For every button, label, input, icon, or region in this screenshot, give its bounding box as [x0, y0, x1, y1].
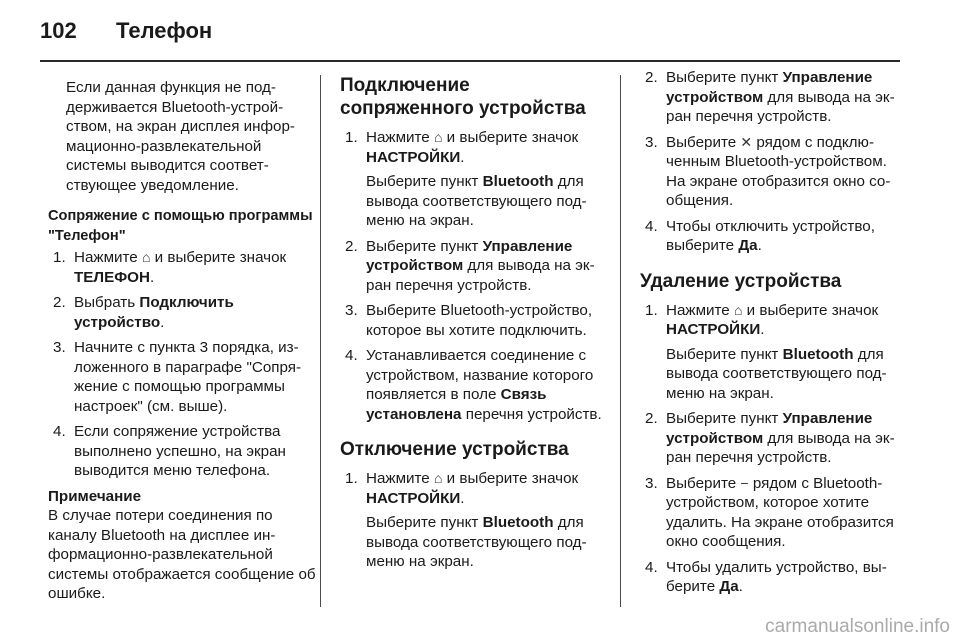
step-text: Если сопряжение устройства выполнено успешно, на экран выводится меню телефона. — [74, 423, 286, 479]
list-item — [640, 217, 905, 256]
menu-label: Bluetooth — [782, 345, 854, 363]
step-text-part: для вывода на экран перечня устройств. — [666, 429, 895, 466]
list-item — [48, 248, 318, 287]
step-number: 2. — [345, 237, 358, 255]
step-text-part: и выберите значок — [446, 129, 579, 146]
step-text-part: Выберите — [666, 133, 737, 151]
column-divider — [320, 75, 321, 607]
list-item — [340, 301, 605, 340]
step-text: Начните с пункта 3 порядка, изложенного в параграфе "Сопряжение с помощью программы настроек" (см. выше). — [74, 339, 302, 415]
step-text — [74, 293, 318, 332]
intro-paragraph: Если данная функция не поддерживается Bluetooth-устройством, на экран дисплея информационно-развлекательной системы выводится соответствующее уведомление. — [66, 79, 295, 194]
step-text-part: рядом с Bluetooth-устройством, которое хотите удалить. На экране отобразится окно сообщения. — [666, 474, 894, 550]
list-item — [48, 293, 318, 332]
step-number: 1. — [345, 129, 358, 146]
menu-label: НАСТРОЙКИ — [366, 489, 461, 507]
step-text-part: Выберите пункт — [666, 345, 779, 363]
step-text-part: для вывода соответствующего подменю на экран. — [666, 345, 887, 402]
list-item — [48, 338, 318, 416]
step-text-part: Устанавливается соединение с устройством, название которого появляется в поле — [366, 347, 594, 403]
step-text — [666, 133, 905, 211]
minus-icon: − — [740, 474, 749, 491]
step-text — [666, 474, 905, 552]
list-item — [640, 68, 905, 127]
column-left — [48, 68, 318, 604]
home-icon: ⌂ — [433, 129, 443, 145]
menu-label: Да — [719, 578, 739, 595]
menu-label: Подключить устройство — [74, 294, 234, 331]
step-text-part: и выберите значок — [446, 470, 579, 487]
step-text-part: Чтобы отключить устройство, выберите — [666, 217, 875, 254]
column-right — [640, 68, 905, 603]
note-heading: Примечание — [48, 487, 142, 505]
list-item — [640, 409, 905, 468]
menu-label: Управление устройством — [366, 237, 573, 274]
step-number: 2. — [53, 294, 66, 311]
step-number: 4. — [645, 558, 658, 576]
step-number: 1. — [645, 301, 658, 319]
step-text-part: Выберите пункт — [666, 69, 779, 86]
disconnect-steps-cont — [640, 68, 905, 256]
list-item — [340, 128, 605, 231]
step-text — [666, 409, 905, 468]
step-text-part: Выберите пункт — [666, 410, 779, 427]
step-extra-text — [366, 513, 605, 572]
x-icon: ✕ — [740, 133, 753, 150]
step-text — [666, 301, 905, 340]
step-number: 4. — [645, 217, 658, 235]
step-text-part: Чтобы удалить устройство, выберите — [666, 558, 887, 595]
page-number: 102 — [40, 18, 77, 43]
step-number: 3. — [645, 474, 658, 492]
step-number: 1. — [53, 249, 66, 266]
step-text-part: Нажмите — [74, 249, 138, 266]
step-text — [366, 346, 605, 424]
step-text-part: . — [760, 321, 765, 338]
step-text-part: Выбрать — [74, 294, 136, 311]
list-item — [640, 558, 905, 597]
step-text — [366, 128, 605, 167]
step-text — [666, 217, 905, 256]
menu-label: Bluetooth — [482, 514, 554, 531]
menu-label: Управление устройством — [666, 69, 873, 106]
disconnect-steps-start — [340, 469, 605, 572]
step-extra-text — [366, 172, 605, 231]
menu-label: НАСТРОЙКИ — [366, 148, 461, 166]
step-text-part: . — [460, 148, 465, 166]
disconnect-heading: Отключение устройства — [340, 439, 569, 460]
step-text — [366, 237, 605, 296]
menu-label: НАСТРОЙКИ — [666, 321, 761, 338]
step-text-part: для вывода соответствующего подменю на экран. — [366, 173, 587, 229]
step-text-part: Выберите пункт — [366, 237, 479, 255]
step-text-part: . — [738, 578, 743, 595]
step-text-part: и выберите значок — [154, 249, 287, 266]
step-text — [666, 68, 905, 127]
step-text-part: для вывода соответствующего подменю на экран. — [366, 514, 587, 570]
menu-label: Да — [738, 237, 758, 254]
menu-label: Связь установлена — [366, 386, 547, 423]
step-text-part: Нажмите — [666, 301, 730, 319]
pairing-steps — [48, 248, 318, 481]
menu-label: ТЕЛЕФОН — [74, 268, 150, 286]
connect-heading: Подключение сопряженного устройства — [340, 75, 586, 119]
menu-label: Bluetooth — [482, 173, 554, 190]
step-number: 1. — [345, 470, 358, 487]
delete-steps — [640, 301, 905, 597]
step-text-part: Нажмите — [366, 129, 430, 146]
step-number: 3. — [345, 302, 358, 319]
step-number: 2. — [645, 410, 658, 427]
step-text-part: . — [757, 237, 762, 254]
step-text-part: для вывода на экран перечня устройств. — [666, 88, 895, 125]
list-item — [48, 422, 318, 481]
step-number: 3. — [645, 133, 658, 151]
column-middle — [340, 68, 605, 578]
list-item — [340, 237, 605, 296]
step-text-part: и выберите значок — [746, 301, 879, 319]
list-item — [640, 133, 905, 211]
step-number: 2. — [645, 69, 658, 86]
step-number: 4. — [53, 423, 66, 440]
step-text-part: Выберите пункт — [366, 173, 479, 190]
step-text-part: Нажмите — [366, 470, 430, 487]
step-text-part: рядом с подключенным Bluetooth-устройством. На экране отобразится окно сообщения. — [666, 133, 891, 209]
home-icon: ⌂ — [141, 249, 151, 265]
step-number: 4. — [345, 347, 358, 364]
list-item — [340, 346, 605, 424]
step-text-part: перечня устройств. — [465, 405, 602, 423]
step-text-part: . — [149, 268, 155, 286]
list-item — [340, 469, 605, 572]
list-item — [640, 474, 905, 552]
menu-label: Управление устройством — [666, 410, 873, 447]
step-text — [74, 248, 318, 287]
step-text-part: Выберите — [666, 474, 737, 492]
home-icon: ⌂ — [433, 470, 443, 486]
pairing-heading: Сопряжение с помощью программы "Телефон" — [48, 208, 313, 244]
delete-heading: Удаление устройства — [640, 270, 842, 292]
column-divider — [620, 75, 621, 607]
step-text-part: . — [460, 489, 465, 507]
home-icon: ⌂ — [733, 301, 743, 318]
step-text — [666, 558, 905, 597]
note-text: В случае потери соединения по каналу Bluetooth на дисплее информационно-развлекательной системы отображается сообщение об ошибке. — [48, 507, 316, 602]
step-text-part: для вывода на экран перечня устройств. — [366, 257, 595, 294]
step-text-part: . — [160, 313, 165, 331]
list-item — [640, 301, 905, 404]
page-header — [40, 0, 900, 62]
connect-steps — [340, 128, 605, 424]
step-extra-text — [666, 345, 905, 404]
step-text: Выберите Bluetooth-устройство, которое вы хотите подключить. — [366, 302, 593, 339]
step-text-part: Выберите пункт — [366, 514, 479, 531]
page-title: Телефон — [116, 18, 213, 43]
step-number: 3. — [53, 339, 66, 356]
watermark-logo: carmanualsonline.info — [765, 616, 950, 637]
step-text — [366, 469, 605, 508]
